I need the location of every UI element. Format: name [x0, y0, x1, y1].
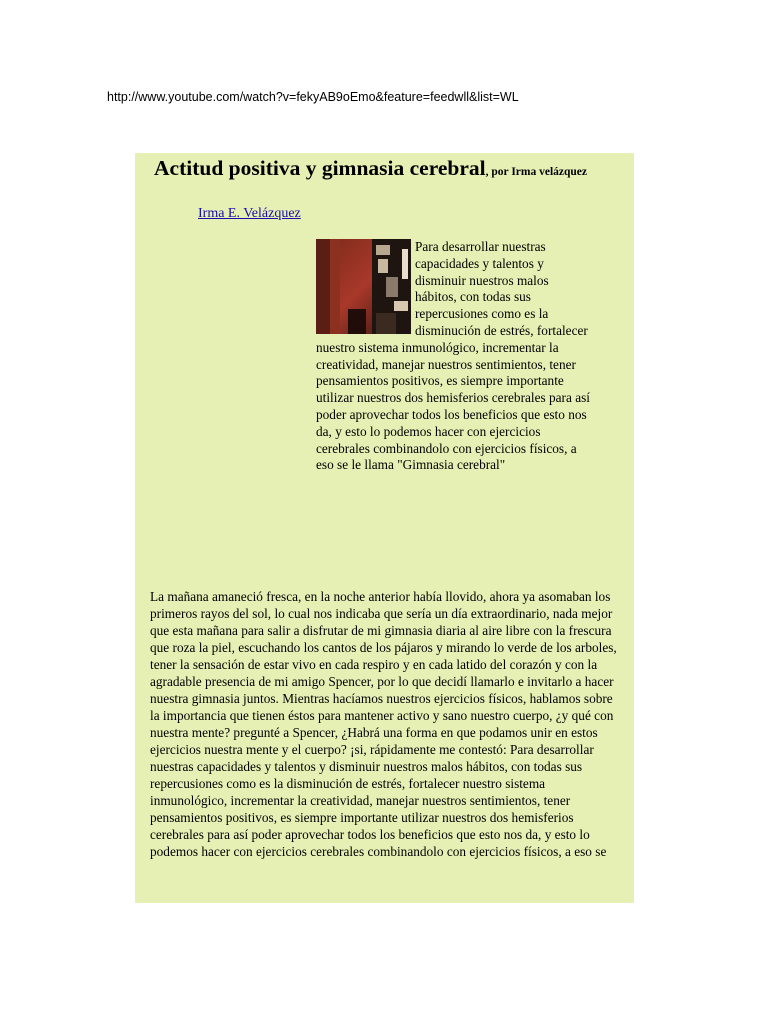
intro-text: Para desarrollar nuestras capacidades y talentos y disminuir nuestros malos hábitos, con todas sus repercusiones como es la disminución de estrés, fortalecer nuestro sistema inmunológico, incrementar la creatividad, manejar nuestros sentimientos, tener pensamientos positivos, es siempre importante utilizar nuestros dos hemisferios cerebrales para así poder aprovechar todos los beneficios que esto nos da, y esto lo podemos hacer con ejercicios cerebrales combinandolo con ejercicios físicos, a eso se le llama "Gimnasia cerebral"	[316, 239, 590, 473]
url-text: http://www.youtube.com/watch?v=fekyAB9oEmo&feature=feedwll&list=WL	[107, 90, 519, 104]
intro-paragraph	[316, 239, 593, 474]
author-link[interactable]: Irma E. Velázquez	[198, 206, 301, 221]
body-paragraph: La mañana amaneció fresca, en la noche anterior había llovido, ahora ya asomaban los primeros rayos del sol, lo cual nos indicaba que sería un día extraordinario, nada mejor que esta mañana para salir a disfrutar de mi gimnasia diaria al aire libre con la frescura que roza la piel, escuchando los cantos de los pájaros y mirando lo verde de los arboles, tener la sensación de estar vivo en cada respiro y en cada latido del corazón y con la agradable presencia de mi amigo Spencer, por lo que decidí llamarlo e invitarlo a hacer nuestra gimnasia juntos. Mientras hacíamos nuestros ejercicios físicos, hablamos sobre la importancia que tienen éstos para mantener activo y sano nuestro cuerpo, ¿y qué con nuestra mente? pregunté a Spencer, ¿Habrá una forma en que podamos unir en estos ejercicios nuestra mente y el cuerpo? ¡si, rápidamente me contestó: Para desarrollar nuestras capacidades y talentos y disminuir nuestros malos hábitos, con todas sus repercusiones como es la disminución de estrés, fortalecer nuestro sistema inmunológico, incrementar la creatividad, manejar nuestros sentimientos, tener pensamientos positivos, es siempre importante utilizar nuestros dos hemisferios cerebrales para así poder aprovechar todos los beneficios que esto nos da, y esto lo podemos hacer con ejercicios cerebrales combinandolo con ejercicios físicos, a eso se	[150, 589, 617, 859]
article-panel	[135, 153, 634, 903]
article-title	[154, 153, 634, 187]
article-byline: , por Irma velázquez	[485, 166, 588, 178]
photo-icon	[316, 239, 411, 334]
article-title-text: Actitud positiva y gimnasia cerebral	[154, 156, 486, 180]
